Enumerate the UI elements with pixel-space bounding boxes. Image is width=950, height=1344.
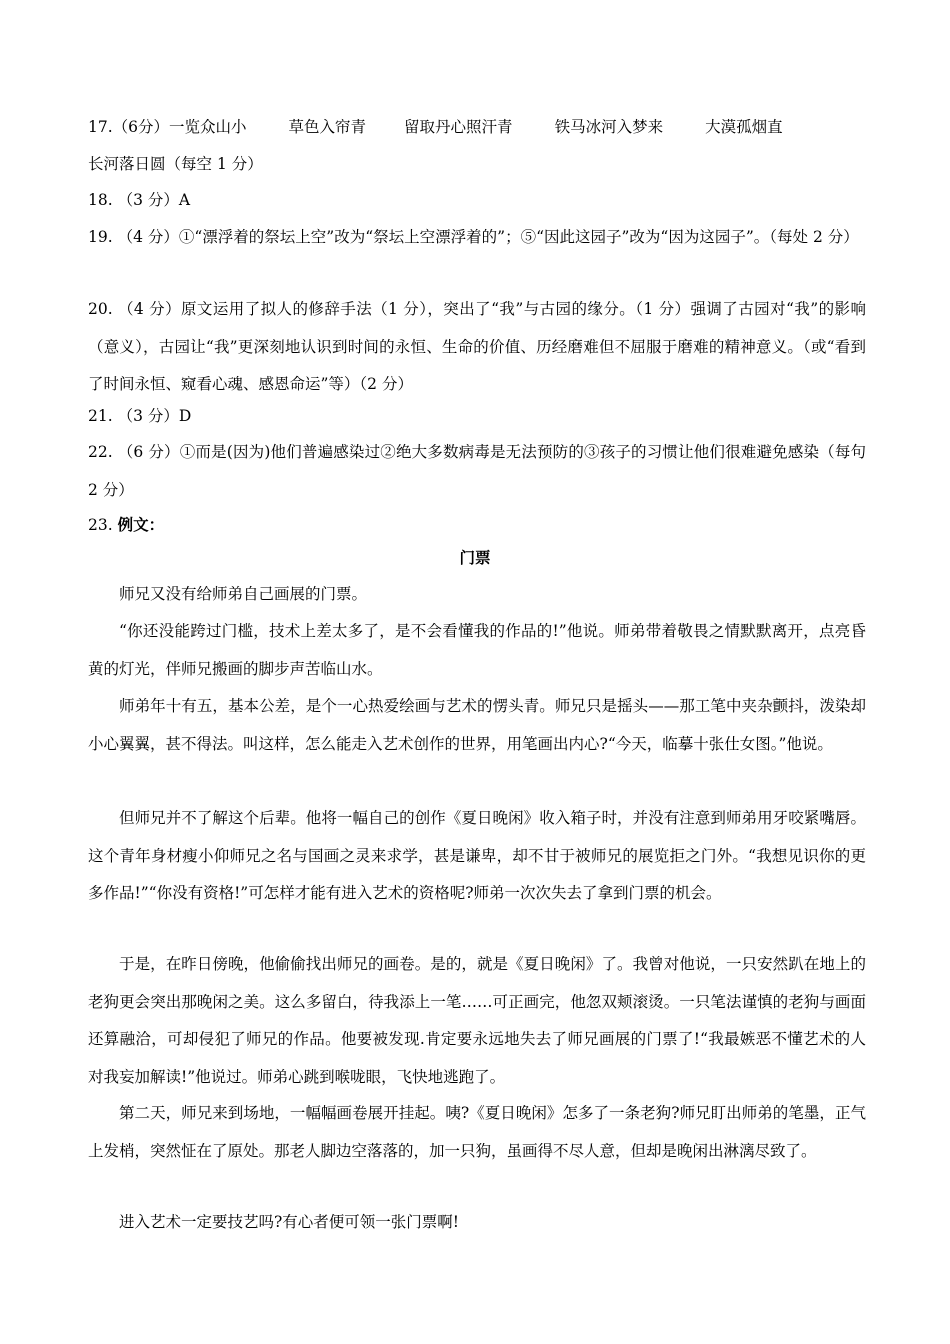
q17-answer-1: 一览众山小 xyxy=(169,118,247,136)
essay-paragraph: 师兄又没有给师弟自己画展的门票。 xyxy=(119,585,368,603)
q17-note: （每空 1 分） xyxy=(165,155,263,173)
q22-paragraph: 22. （6 分）①而是(因为)他们普遍感染过②绝大多数病毒是无法预防的③孩子的习惯让他们很难避免感染（每句 2 分） xyxy=(88,443,866,499)
q17-line-2 xyxy=(88,153,263,175)
q18-line xyxy=(88,189,190,211)
essay-paragraph: “你还没能跨过门槛，技术上差太多了，是不会看懂我的作品的!”他说。师弟带着敬畏之情默默离开，点亮昏黄的灯光，伴师兄搬画的脚步声苦临山水。 xyxy=(88,622,866,678)
q17-answer-5: 大漠孤烟直 xyxy=(705,118,783,136)
q23-label: 23. xyxy=(88,516,118,534)
q21-text: 21. （3 分）D xyxy=(88,407,192,425)
q23-heading: 例文： xyxy=(117,516,165,534)
q19-paragraph: 19. （4 分）①“漂浮着的祭坛上空”改为“祭坛上空漂浮着的”；⑤“因此这园子”改为“因为这园子”。（每处 2 分） xyxy=(88,228,859,246)
q17-line xyxy=(88,116,783,138)
q17-answer-3: 留取丹心照汗青 xyxy=(404,118,513,136)
q23-line xyxy=(88,514,164,536)
essay-paragraph: 进入艺术一定要技艺吗?有心者便可领一张门票啊! xyxy=(119,1213,460,1231)
q17-label: 17.（6分） xyxy=(88,118,170,136)
essay-paragraph: 师弟年十有五，基本公差，是个一心热爱绘画与艺术的愣头青。师兄只是摇头——那工笔中夹杂颤抖，泼染却小心翼翼，甚不得法。叫这样，怎么能走入艺术创作的世界，用笔画出内心?“今天，临摹十张仕女图。”他说。 xyxy=(88,697,866,753)
q18-text: 18. （3 分）A xyxy=(88,191,191,209)
essay-title: 门票 xyxy=(459,549,491,567)
q17-answer-2: 草色入帘青 xyxy=(288,118,367,136)
essay-paragraph: 第二天，师兄来到场地，一幅幅画卷展开挂起。咦?《夏日晚闲》怎多了一条老狗?师兄盯出师弟的笔墨，正气上发梢，突然怔在了原处。那老人脚边空落落的，加一只狗，虽画得不尽人意，但却是晚闲出淋漓尽致了。 xyxy=(88,1104,866,1160)
q17-answer-6: 长河落日圆 xyxy=(88,155,166,173)
essay-paragraph: 但师兄并不了解这个后辈。他将一幅自己的创作《夏日晚闲》收入箱子时，并没有注意到师弟用牙咬紧嘴唇。这个青年身材瘦小仰师兄之名与国画之灵来求学，甚是谦卑，却不甘于被师兄的展览拒之门外。“我想见识你的更多作品!”“你没有资格!”可怎样才能有进入艺术的资格呢?师弟一次次失去了拿到门票的机会。 xyxy=(88,809,866,902)
q21-line xyxy=(88,405,191,427)
q17-answer-4: 铁马冰河入梦来 xyxy=(554,118,664,136)
essay-paragraph: 于是，在昨日傍晚，他偷偷找出师兄的画卷。是的，就是《夏日晚闲》了。我曾对他说，一只安然趴在地上的老狗更会突出那晚闲之美。这么多留白，待我添上一笔……可正画完，他忽双颊滚烫。一只笔法谨慎的老狗与画面还算融洽，可却侵犯了师兄的作品。他要被发现.肯定要永远地失去了师兄画展的门票了!“我最嫉恶不懂艺术的人对我妄加解读!”他说过。师弟心跳到喉咙眼，飞快地逃跑了。 xyxy=(88,955,866,1086)
q20-paragraph: 20. （4 分）原文运用了拟人的修辞手法（1 分），突出了“我”与古园的缘分。（1 分）强调了古园对“我”的影响（意义），古园让“我”更深刻地认识到时间的永恒、生命的价值、历经磨难但不屈服于磨难的精神意义。（或“看到了时间永恒、窥看心魂、感恩命运”等）（2 分） xyxy=(88,300,866,393)
